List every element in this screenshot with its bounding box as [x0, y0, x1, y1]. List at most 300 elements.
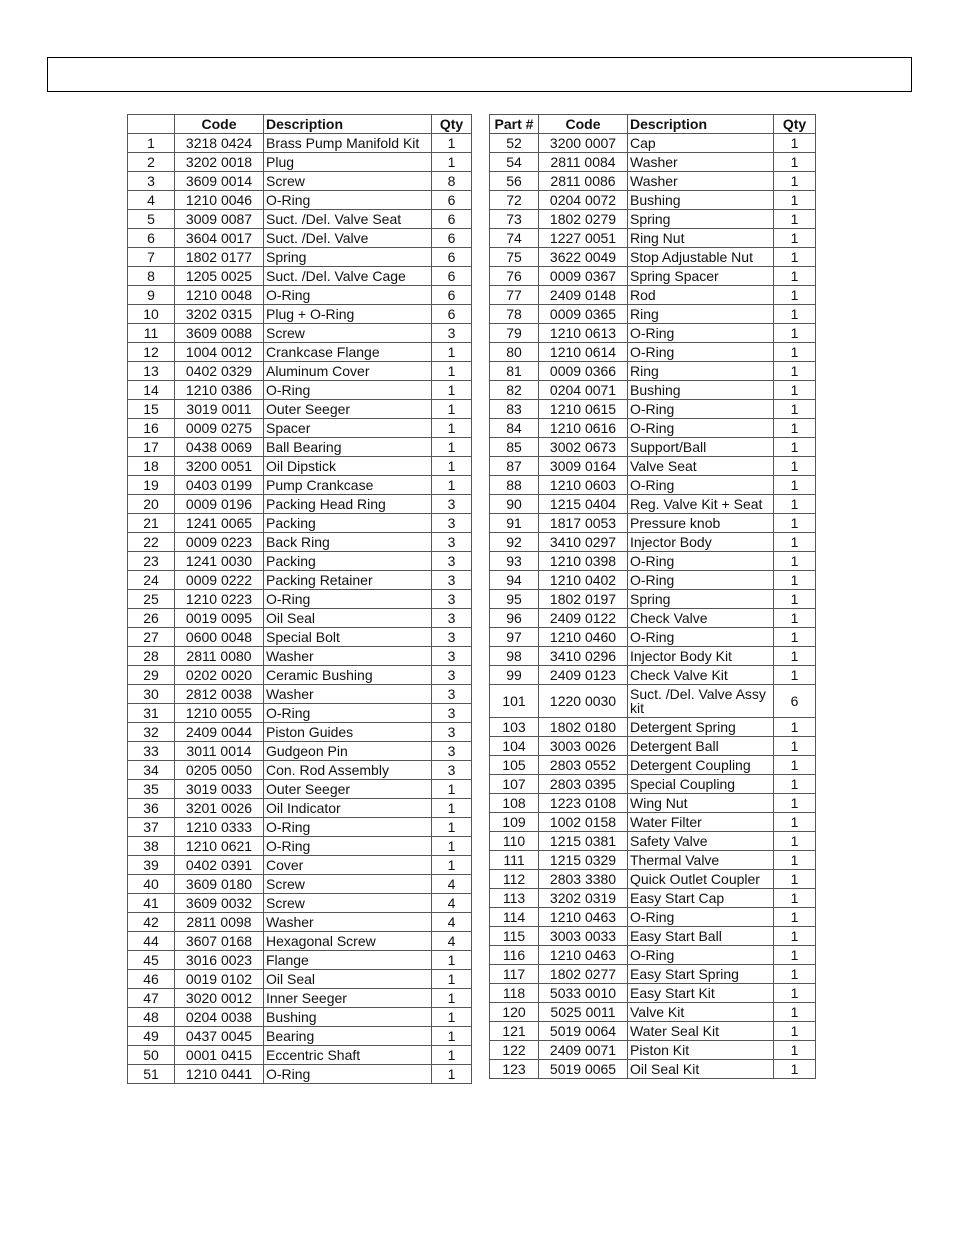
cell-description: Packing: [264, 514, 432, 533]
cell-number: 27: [128, 628, 175, 647]
cell-description: O-Ring: [628, 571, 774, 590]
cell-description: Spacer: [264, 419, 432, 438]
cell-qty: 1: [774, 153, 816, 172]
cell-qty: 6: [432, 286, 472, 305]
cell-description: O-Ring: [264, 191, 432, 210]
cell-code: 0019 0102: [175, 970, 264, 989]
table-row: [490, 756, 816, 775]
cell-description: Water Seal Kit: [628, 1022, 774, 1041]
table-row: [128, 666, 472, 685]
table-row: [128, 913, 472, 932]
cell-qty: 1: [774, 832, 816, 851]
table-row: [128, 571, 472, 590]
cell-number: 97: [490, 628, 539, 647]
table-row: [128, 704, 472, 723]
cell-number: 34: [128, 761, 175, 780]
table-row: [490, 362, 816, 381]
cell-number: 73: [490, 210, 539, 229]
cell-code: 0009 0222: [175, 571, 264, 590]
cell-description: Ball Bearing: [264, 438, 432, 457]
cell-description: O-Ring: [264, 818, 432, 837]
cell-description: Ring Nut: [628, 229, 774, 248]
cell-qty: 1: [432, 438, 472, 457]
cell-description: Spring: [628, 210, 774, 229]
cell-qty: 1: [774, 775, 816, 794]
cell-code: 2811 0080: [175, 647, 264, 666]
table-row: [490, 1060, 816, 1079]
cell-description: Washer: [264, 647, 432, 666]
table-row: [490, 965, 816, 984]
cell-number: 16: [128, 419, 175, 438]
cell-number: 77: [490, 286, 539, 305]
cell-description: Special Bolt: [264, 628, 432, 647]
cell-number: 48: [128, 1008, 175, 1027]
table-row: [490, 1041, 816, 1060]
cell-description: Gudgeon Pin: [264, 742, 432, 761]
cell-description: Back Ring: [264, 533, 432, 552]
cell-description: Screw: [264, 172, 432, 191]
cell-number: 3: [128, 172, 175, 191]
table-row: [128, 172, 472, 191]
cell-qty: 1: [774, 609, 816, 628]
cell-qty: 3: [432, 647, 472, 666]
cell-number: 1: [128, 134, 175, 153]
cell-number: 83: [490, 400, 539, 419]
cell-description: Oil Dipstick: [264, 457, 432, 476]
cell-description: Screw: [264, 894, 432, 913]
cell-number: 94: [490, 571, 539, 590]
cell-description: O-Ring: [628, 476, 774, 495]
cell-description: Con. Rod Assembly: [264, 761, 432, 780]
cell-number: 41: [128, 894, 175, 913]
cell-qty: 1: [432, 818, 472, 837]
cell-number: 10: [128, 305, 175, 324]
cell-description: O-Ring: [628, 908, 774, 927]
cell-number: 5: [128, 210, 175, 229]
cell-qty: 1: [774, 514, 816, 533]
cell-number: 12: [128, 343, 175, 362]
table-row: [490, 927, 816, 946]
cell-number: 116: [490, 946, 539, 965]
cell-code: 0019 0095: [175, 609, 264, 628]
cell-description: Pressure knob: [628, 514, 774, 533]
cell-qty: 1: [774, 756, 816, 775]
table-row: [128, 134, 472, 153]
cell-number: 20: [128, 495, 175, 514]
table-row: [128, 932, 472, 951]
cell-number: 81: [490, 362, 539, 381]
table-row: [128, 1008, 472, 1027]
table-row: [490, 172, 816, 191]
table-row: [490, 647, 816, 666]
cell-description: Washer: [628, 172, 774, 191]
cell-description: Special Coupling: [628, 775, 774, 794]
cell-description: Bushing: [628, 381, 774, 400]
cell-qty: 1: [432, 799, 472, 818]
cell-qty: 1: [432, 457, 472, 476]
cell-description: Bearing: [264, 1027, 432, 1046]
cell-qty: 1: [774, 965, 816, 984]
cell-description: Cover: [264, 856, 432, 875]
cell-qty: 1: [774, 324, 816, 343]
cell-description: Washer: [628, 153, 774, 172]
cell-qty: 8: [432, 172, 472, 191]
cell-qty: 1: [432, 780, 472, 799]
cell-number: 121: [490, 1022, 539, 1041]
cell-qty: 6: [774, 685, 816, 718]
cell-code: 0009 0196: [175, 495, 264, 514]
cell-description: Easy Start Spring: [628, 965, 774, 984]
table-row: [128, 742, 472, 761]
cell-qty: 3: [432, 514, 472, 533]
cell-code: 1802 0197: [539, 590, 628, 609]
cell-number: 85: [490, 438, 539, 457]
cell-number: 28: [128, 647, 175, 666]
cell-number: 17: [128, 438, 175, 457]
table-row: [490, 908, 816, 927]
cell-description: Oil Seal: [264, 609, 432, 628]
cell-number: 29: [128, 666, 175, 685]
cell-qty: 4: [432, 932, 472, 951]
cell-qty: 1: [774, 718, 816, 737]
cell-number: 56: [490, 172, 539, 191]
cell-description: Stop Adjustable Nut: [628, 248, 774, 267]
cell-description: Hexagonal Screw: [264, 932, 432, 951]
table-row: [128, 533, 472, 552]
cell-number: 123: [490, 1060, 539, 1079]
cell-number: 2: [128, 153, 175, 172]
cell-code: 0403 0199: [175, 476, 264, 495]
cell-qty: 3: [432, 685, 472, 704]
cell-description: Packing Retainer: [264, 571, 432, 590]
cell-qty: 1: [774, 134, 816, 153]
table-row: [490, 1022, 816, 1041]
table-row: [490, 889, 816, 908]
cell-qty: 1: [774, 172, 816, 191]
cell-number: 15: [128, 400, 175, 419]
cell-qty: 1: [432, 362, 472, 381]
cell-code: 1215 0404: [539, 495, 628, 514]
cell-code: 3016 0023: [175, 951, 264, 970]
cell-qty: 1: [774, 457, 816, 476]
cell-code: 0009 0275: [175, 419, 264, 438]
cell-code: 1002 0158: [539, 813, 628, 832]
cell-number: 99: [490, 666, 539, 685]
cell-number: 91: [490, 514, 539, 533]
cell-number: 9: [128, 286, 175, 305]
cell-description: Injector Body: [628, 533, 774, 552]
cell-code: 1210 0055: [175, 704, 264, 723]
cell-code: 2812 0038: [175, 685, 264, 704]
cell-code: 3609 0180: [175, 875, 264, 894]
cell-description: O-Ring: [628, 324, 774, 343]
cell-description: Support/Ball: [628, 438, 774, 457]
cell-qty: 1: [774, 794, 816, 813]
cell-description: Aluminum Cover: [264, 362, 432, 381]
cell-code: 0402 0329: [175, 362, 264, 381]
cell-qty: 3: [432, 628, 472, 647]
cell-qty: 6: [432, 210, 472, 229]
cell-number: 117: [490, 965, 539, 984]
cell-code: 3019 0033: [175, 780, 264, 799]
table-row: [490, 476, 816, 495]
table-row: [128, 381, 472, 400]
cell-code: 3609 0032: [175, 894, 264, 913]
cell-qty: 4: [432, 875, 472, 894]
cell-qty: 1: [774, 362, 816, 381]
cell-description: Pump Crankcase: [264, 476, 432, 495]
cell-qty: 6: [432, 267, 472, 286]
cell-code: 1241 0030: [175, 552, 264, 571]
cell-code: 3200 0051: [175, 457, 264, 476]
cell-number: 32: [128, 723, 175, 742]
cell-number: 13: [128, 362, 175, 381]
table-row: [490, 191, 816, 210]
table-row: [128, 286, 472, 305]
cell-description: Eccentric Shaft: [264, 1046, 432, 1065]
cell-number: 109: [490, 813, 539, 832]
cell-number: 118: [490, 984, 539, 1003]
table-row: [490, 794, 816, 813]
cell-code: 2803 0552: [539, 756, 628, 775]
table-row: [490, 134, 816, 153]
cell-number: 101: [490, 685, 539, 718]
cell-number: 14: [128, 381, 175, 400]
table-row: [128, 799, 472, 818]
cell-code: 1210 0402: [539, 571, 628, 590]
cell-code: 1220 0030: [539, 685, 628, 718]
cell-qty: 1: [774, 533, 816, 552]
table-row: [128, 590, 472, 609]
cell-number: 6: [128, 229, 175, 248]
table-row: [490, 229, 816, 248]
cell-qty: 1: [774, 647, 816, 666]
cell-code: 3609 0088: [175, 324, 264, 343]
cell-number: 82: [490, 381, 539, 400]
table-row: [128, 305, 472, 324]
cell-description: Oil Seal Kit: [628, 1060, 774, 1079]
cell-description: O-Ring: [628, 343, 774, 362]
cell-qty: 1: [774, 191, 816, 210]
cell-number: 51: [128, 1065, 175, 1084]
cell-code: 1227 0051: [539, 229, 628, 248]
cell-code: 1205 0025: [175, 267, 264, 286]
cell-qty: 1: [774, 419, 816, 438]
cell-description: Outer Seeger: [264, 400, 432, 419]
cell-description: Reg. Valve Kit + Seat: [628, 495, 774, 514]
cell-qty: 1: [432, 1027, 472, 1046]
cell-number: 21: [128, 514, 175, 533]
cell-description: Suct. /Del. Valve Assy kit: [628, 685, 774, 718]
cell-code: 1210 0621: [175, 837, 264, 856]
col-header-qty: Qty: [774, 115, 816, 134]
col-header-description: Description: [264, 115, 432, 134]
cell-description: Rod: [628, 286, 774, 305]
table-row: [490, 267, 816, 286]
cell-code: 1210 0460: [539, 628, 628, 647]
cell-code: 5019 0064: [539, 1022, 628, 1041]
cell-qty: 1: [432, 1008, 472, 1027]
cell-number: 108: [490, 794, 539, 813]
cell-code: 1210 0463: [539, 908, 628, 927]
cell-description: Valve Seat: [628, 457, 774, 476]
cell-qty: 3: [432, 723, 472, 742]
cell-number: 45: [128, 951, 175, 970]
table-row: [490, 737, 816, 756]
cell-code: 1210 0386: [175, 381, 264, 400]
cell-number: 111: [490, 851, 539, 870]
cell-description: O-Ring: [628, 552, 774, 571]
cell-number: 90: [490, 495, 539, 514]
cell-description: Ceramic Bushing: [264, 666, 432, 685]
table-row: [128, 818, 472, 837]
cell-number: 88: [490, 476, 539, 495]
cell-code: 1802 0177: [175, 248, 264, 267]
table-header-row: [490, 115, 816, 134]
cell-qty: 1: [432, 343, 472, 362]
cell-code: 0204 0072: [539, 191, 628, 210]
cell-description: Ring: [628, 362, 774, 381]
cell-code: 3410 0297: [539, 533, 628, 552]
cell-number: 44: [128, 932, 175, 951]
cell-description: Injector Body Kit: [628, 647, 774, 666]
cell-qty: 1: [774, 590, 816, 609]
cell-number: 114: [490, 908, 539, 927]
cell-code: 3410 0296: [539, 647, 628, 666]
cell-number: 18: [128, 457, 175, 476]
table-row: [128, 647, 472, 666]
table-row: [490, 685, 816, 718]
table-row: [128, 191, 472, 210]
table-row: [128, 989, 472, 1008]
cell-qty: 6: [432, 229, 472, 248]
cell-description: Packing: [264, 552, 432, 571]
cell-code: 1210 0046: [175, 191, 264, 210]
cell-number: 107: [490, 775, 539, 794]
table-row: [490, 514, 816, 533]
table-row: [128, 951, 472, 970]
table-row: [490, 571, 816, 590]
cell-description: Spring: [264, 248, 432, 267]
cell-qty: 3: [432, 761, 472, 780]
cell-qty: 1: [774, 927, 816, 946]
cell-qty: 3: [432, 495, 472, 514]
table-row: [128, 267, 472, 286]
cell-number: 110: [490, 832, 539, 851]
table-row: [128, 894, 472, 913]
cell-code: 3003 0033: [539, 927, 628, 946]
table-row: [128, 153, 472, 172]
table-row: [490, 628, 816, 647]
cell-code: 0009 0223: [175, 533, 264, 552]
cell-description: Crankcase Flange: [264, 343, 432, 362]
cell-qty: 1: [774, 210, 816, 229]
cell-description: Spring: [628, 590, 774, 609]
cell-code: 1802 0277: [539, 965, 628, 984]
header-box: [47, 57, 912, 92]
cell-number: 31: [128, 704, 175, 723]
cell-description: Plug: [264, 153, 432, 172]
cell-qty: 1: [432, 837, 472, 856]
cell-description: Packing Head Ring: [264, 495, 432, 514]
table-row: [128, 438, 472, 457]
table-row: [490, 286, 816, 305]
table-row: [128, 210, 472, 229]
cell-description: Check Valve: [628, 609, 774, 628]
cell-description: Easy Start Cap: [628, 889, 774, 908]
cell-description: Wing Nut: [628, 794, 774, 813]
cell-description: Bushing: [264, 1008, 432, 1027]
table-row: [128, 970, 472, 989]
cell-code: 3201 0026: [175, 799, 264, 818]
cell-number: 95: [490, 590, 539, 609]
cell-number: 54: [490, 153, 539, 172]
table-row: [490, 609, 816, 628]
cell-code: 5033 0010: [539, 984, 628, 1003]
table-row: [128, 780, 472, 799]
cell-description: Oil Indicator: [264, 799, 432, 818]
table-row: [128, 1027, 472, 1046]
cell-description: Cap: [628, 134, 774, 153]
table-row: [490, 851, 816, 870]
table-row: [128, 343, 472, 362]
cell-number: 105: [490, 756, 539, 775]
cell-qty: 3: [432, 571, 472, 590]
cell-qty: 1: [774, 870, 816, 889]
table-row: [490, 495, 816, 514]
table-row: [490, 457, 816, 476]
table-row: [490, 248, 816, 267]
table-row: [128, 324, 472, 343]
cell-qty: 1: [432, 1046, 472, 1065]
table-row: [128, 248, 472, 267]
table-row: [128, 685, 472, 704]
cell-qty: 3: [432, 609, 472, 628]
cell-description: Screw: [264, 875, 432, 894]
table-row: [128, 761, 472, 780]
table-row: [490, 870, 816, 889]
table-row: [128, 856, 472, 875]
table-row: [128, 229, 472, 248]
cell-number: 26: [128, 609, 175, 628]
cell-number: 46: [128, 970, 175, 989]
cell-number: 113: [490, 889, 539, 908]
cell-qty: 1: [774, 381, 816, 400]
cell-code: 0205 0050: [175, 761, 264, 780]
cell-qty: 1: [774, 984, 816, 1003]
cell-description: Quick Outlet Coupler: [628, 870, 774, 889]
cell-number: 49: [128, 1027, 175, 1046]
cell-code: 5025 0011: [539, 1003, 628, 1022]
table-row: [128, 476, 472, 495]
cell-number: 104: [490, 737, 539, 756]
cell-qty: 1: [774, 305, 816, 324]
cell-qty: 1: [774, 476, 816, 495]
cell-code: 1802 0180: [539, 718, 628, 737]
cell-number: 23: [128, 552, 175, 571]
table-row: [128, 552, 472, 571]
cell-code: 2409 0122: [539, 609, 628, 628]
table-row: [128, 609, 472, 628]
cell-number: 40: [128, 875, 175, 894]
table-row: [128, 1046, 472, 1065]
cell-code: 2409 0071: [539, 1041, 628, 1060]
cell-description: Screw: [264, 324, 432, 343]
cell-code: 0009 0366: [539, 362, 628, 381]
cell-code: 1004 0012: [175, 343, 264, 362]
cell-number: 4: [128, 191, 175, 210]
cell-description: Suct. /Del. Valve Seat: [264, 210, 432, 229]
